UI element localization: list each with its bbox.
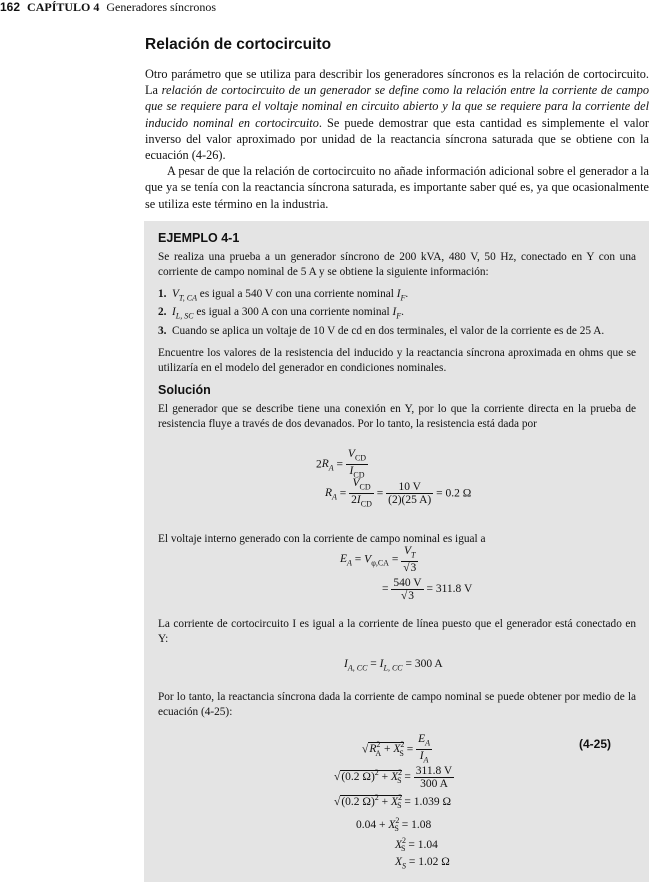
equation-x3: √(0.2 $\Omega)^2 + X^2_S = 1.039$ Ω	[334, 793, 452, 811]
equation-x2: √(0.2 $\Omega)^2 + X^2_S$ = $\frac{311.8 V}{300 A}$	[334, 765, 453, 790]
page-number: 162	[0, 0, 21, 14]
equation-x5: $X^2_S = 1.04$	[395, 836, 438, 854]
example-intro: Se realiza una prueba a un generador síncrono de 200 kVA, 480 V, 50 Hz, conectado en Y con una corriente de campo nominal de 5 A y se obtiene la siguiente información:	[158, 251, 636, 278]
solution-paragraph-3: La corriente de cortocircuito I es igual a la corriente de línea puesto que el generador está conectado en Y:	[158, 618, 636, 645]
equation-ia: $I_{A, CC} = I_{L, CC} = 300$ A	[344, 658, 443, 673]
chapter-label: CAPÍTULO 4	[27, 0, 100, 14]
section-title: Relación de cortocircuito	[145, 36, 332, 53]
equation-ea-result: = $\frac{540 V}{√3}$ = 311.8 V	[382, 577, 473, 602]
equation-number: (4-25)	[579, 737, 612, 751]
section-body	[145, 66, 649, 212]
example-question: Encuentre los valores de la resistencia del inducido y la reactancia síncrona aproximada en ohms que se utilizaría en el modelo del generador en condiciones nominales.	[158, 346, 636, 374]
equation-ra: $R_A$ = $\frac{V_{CD}}{2I_{CD}}$ = $\frac{10 V}{(2)(25 A)}$ = 0.2 Ω	[325, 477, 472, 509]
example-title: EJEMPLO 4-1	[158, 231, 240, 245]
solution-paragraph-1: El generador que se describe tiene una conexión en Y, por lo que la corriente directa en la prueba de resistencia fluye a través de dos devanados. Por lo tanto, la resistencia está dada por	[158, 402, 636, 430]
list-item: 1. $V_{T, CA}$ es igual a 540 V con una corriente nominal $I_F$.	[158, 288, 409, 303]
paragraph-1: Otro parámetro que se utiliza para describir los generadores síncronos es la relación de cortocircuito. La relación de cortocircuito de un generador se define como la relación entre la corriente de campo que se requiere para el voltaje nominal en circuito abierto y la que se requiere para la corriente del inducido nominal en cortocircuito. Se puede demostrar que esta cantidad es simplemente el valor inverso del valor aproximado por unidad de la reactancia síncrona saturada que se obtiene con la ecuación (4-26).	[145, 67, 649, 163]
equation-x4: $0.04 + X^2_S = 1.08$	[356, 816, 432, 834]
data-list	[158, 287, 636, 339]
list-item: 3. Cuando se aplica un voltaje de 10 V de cd en dos terminales, el valor de la corriente es de 25 A.	[158, 324, 605, 337]
example-box	[144, 221, 649, 882]
list-item: 2. $I_{L, SC}$ es igual a 300 A con una corriente nominal $I_F$.	[158, 306, 404, 321]
chapter-title: Generadores síncronos	[106, 0, 217, 14]
solution-paragraph-4: Por lo tanto, la reactancia síncrona dada la corriente de campo nominal se puede obtener por medio de la ecuación (4-25):	[158, 691, 636, 718]
paragraph-2: A pesar de que la relación de cortocircuito no añade información adicional sobre el generador a la que ya se tenía con la reactancia síncrona saturada, es importante saber qué es, ya que ocasionalmente se utiliza este término en la industria.	[145, 164, 649, 211]
solution-title: Solución	[158, 382, 211, 397]
equation-4-25: $√R^2_A + X^2_S$ = $\frac{E_A}{I_A}$	[362, 733, 431, 765]
equation-ea: $E_A = V_{\varphi,CA}$ = $\frac{V_T}{√3}$	[340, 545, 417, 575]
equation-x6: $X_S = 1.02$ Ω	[395, 856, 450, 871]
solution-paragraph-2: El voltaje interno generado con la corriente de campo nominal es igual a	[158, 533, 486, 546]
equation-2ra: $2R_A$ = $\frac{V_{CD}}{I_{CD}}$	[316, 448, 367, 480]
running-header	[0, 0, 216, 15]
